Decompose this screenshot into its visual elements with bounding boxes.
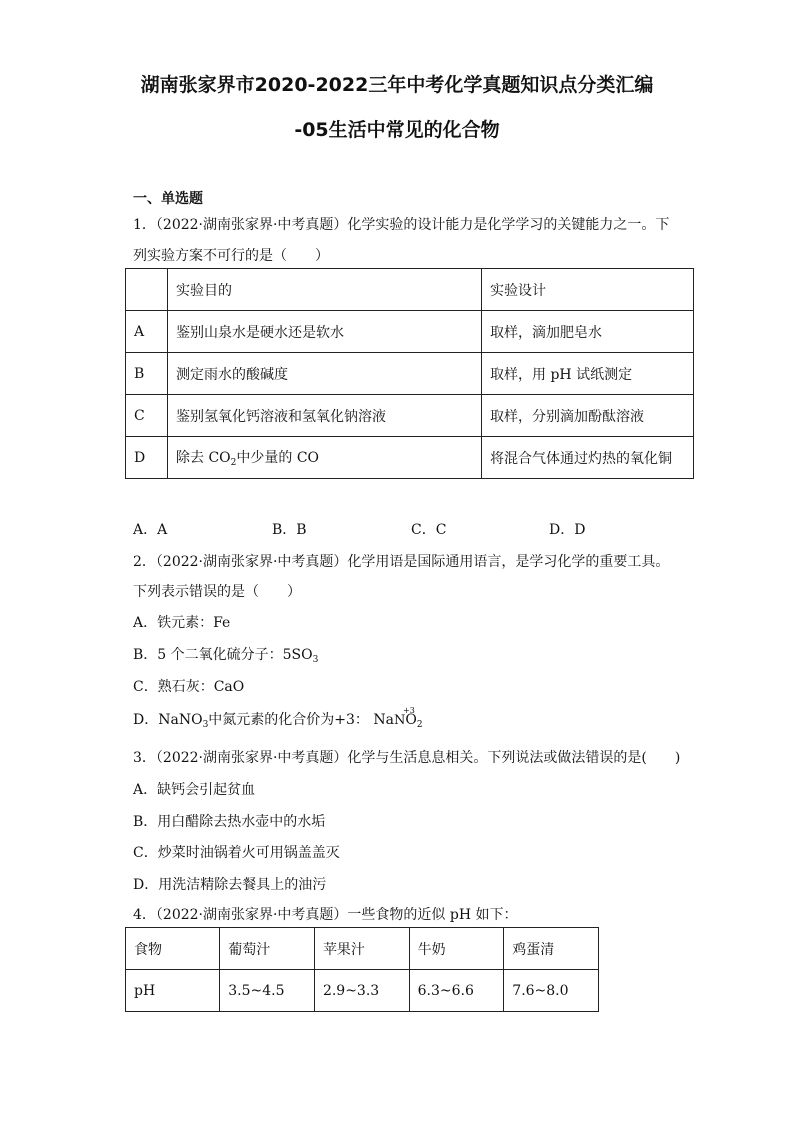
table-cell: D: [126, 437, 168, 479]
q1-option-c: C．C: [411, 522, 447, 538]
document-title-line2: -05生活中常见的化合物: [294, 119, 500, 141]
table-cell: C: [126, 395, 168, 437]
formula-text: O: [405, 712, 417, 728]
q2-option-b: [133, 644, 318, 665]
table-row: [126, 353, 694, 395]
table-row: [126, 437, 694, 479]
table-cell: 取样，滴加肥皂水: [482, 311, 694, 353]
table-header-row: [126, 269, 694, 311]
q4-ph-table: [125, 927, 599, 1012]
valence-element: [394, 706, 415, 728]
valence-formula: [373, 706, 423, 730]
table-cell: 苹果汁: [314, 928, 409, 970]
subscript: 3: [202, 720, 209, 730]
option-text: 中氮元素的化合价为+3：: [208, 712, 369, 728]
table-cell: 葡萄汁: [220, 928, 315, 970]
q2-stem-line2: 下列表示错误的是（ ）: [133, 584, 301, 600]
q2-stem-line1: 2．（2022·湖南张家界·中考真题）化学用语是国际通用语言，是学习化学的重要工具。: [133, 554, 670, 570]
q1-experiment-table: [125, 268, 694, 479]
table-cell: 取样，分别滴加酚酞溶液: [482, 395, 694, 437]
document-title-line1: 湖南张家界市2020-2022三年中考化学真题知识点分类汇编: [140, 74, 654, 96]
table-cell: A: [126, 311, 168, 353]
table-cell: 3.5~4.5: [220, 970, 315, 1012]
table-cell: 鉴别氢氧化钙溶液和氢氧化钠溶液: [168, 395, 482, 437]
option-text: B．5 个二氧化硫分子：5SO: [133, 647, 313, 663]
q4-stem: 4．（2022·湖南张家界·中考真题）一些食物的近似 pH 如下：: [133, 907, 518, 923]
q1-option-d: D．D: [549, 522, 586, 538]
formula-text: Na: [373, 712, 394, 728]
formula-text: 除去 CO: [176, 450, 231, 466]
table-cell: 取样，用 pH 试纸测定: [482, 353, 694, 395]
table-row: [126, 970, 599, 1012]
table-cell: B: [126, 353, 168, 395]
table-cell: [168, 437, 482, 479]
section-heading: 一、单选题: [133, 191, 203, 207]
q3-option-d: D．用洗洁精除去餐具上的油污: [133, 877, 327, 893]
table-cell: pH: [126, 970, 220, 1012]
table-cell: 7.6~8.0: [504, 970, 599, 1012]
table-cell: 6.3~6.6: [409, 970, 504, 1012]
table-cell: 将混合气体通过灼热的氧化铜: [482, 437, 694, 479]
q2-option-a: A．铁元素：Fe: [133, 615, 231, 631]
q1-stem-line1: 1．（2022·湖南张家界·中考真题）化学实验的设计能力是化学学习的关键能力之一。下: [133, 217, 670, 233]
q2-option-d: [133, 706, 423, 730]
table-row: [126, 395, 694, 437]
table-cell: 鸡蛋清: [504, 928, 599, 970]
table-cell: 食物: [126, 928, 220, 970]
formula-text: 中少量的 CO: [236, 450, 320, 466]
subscript: 3: [312, 655, 319, 665]
table-cell: 2.9~3.3: [314, 970, 409, 1012]
table-header-row: [126, 928, 599, 970]
table-cell: 实验目的: [168, 269, 482, 311]
formula-text: N: [394, 713, 406, 728]
q3-option-b: B．用白醋除去热水壶中的水垢: [133, 814, 326, 830]
valence-superscript: +3: [403, 706, 415, 715]
table-cell: 测定雨水的酸碱度: [168, 353, 482, 395]
table-cell: 牛奶: [409, 928, 504, 970]
q3-option-c: C．炒菜时油锅着火可用锅盖盖灭: [133, 845, 340, 861]
q3-stem: 3．（2022·湖南张家界·中考真题）化学与生活息息相关。下列说法或做法错误的是( ): [133, 750, 681, 766]
table-row: [126, 311, 694, 353]
subscript: 2: [230, 458, 237, 468]
q1-option-a: A．A: [133, 522, 168, 538]
q2-option-c: C．熟石灰：CaO: [133, 679, 245, 695]
table-cell: 实验设计: [482, 269, 694, 311]
q1-option-b: B．B: [272, 522, 307, 538]
table-cell: 鉴别山泉水是硬水还是软水: [168, 311, 482, 353]
table-cell: [126, 269, 168, 311]
q1-stem-line2: 列实验方案不可行的是（ ）: [133, 248, 329, 264]
option-text: D．NaNO: [133, 712, 203, 728]
subscript: 2: [416, 720, 423, 730]
q3-option-a: A．缺钙会引起贫血: [133, 782, 256, 798]
